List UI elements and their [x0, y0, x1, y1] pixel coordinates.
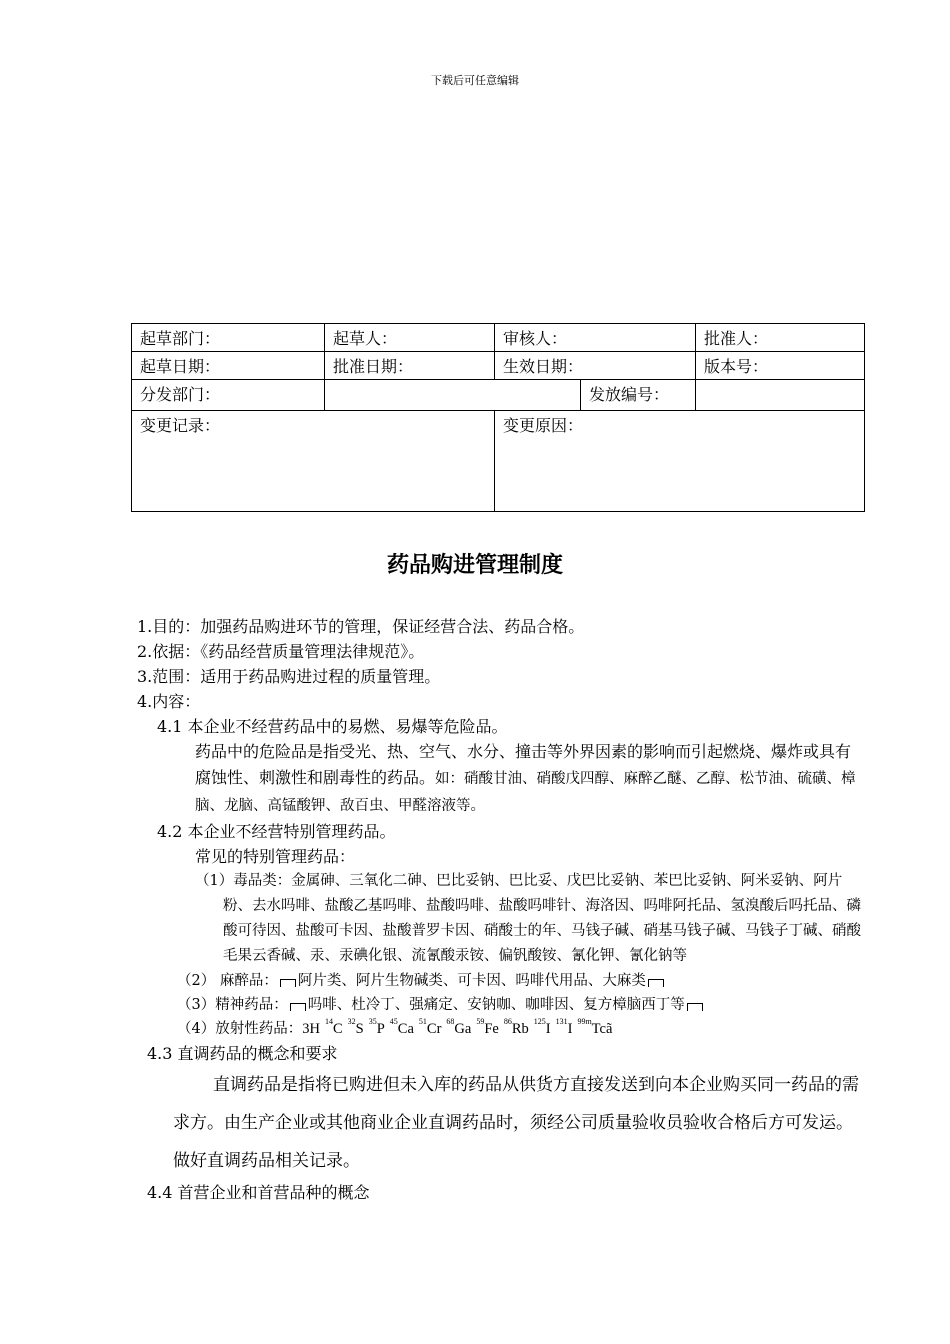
section-4-2-intro: 常见的特别管理药品：	[195, 847, 356, 866]
isotope	[302, 1021, 320, 1037]
isotope-symbol: P	[376, 1021, 385, 1037]
isotope-mass: 131	[555, 1017, 568, 1026]
psychotropics-text: 吗啡、杜冷丁、强痛定、安钠咖、咖啡因、复方樟脑西丁等	[307, 997, 685, 1013]
version-cell: 版本号：	[696, 352, 865, 380]
isotope-mass: 99m	[577, 1017, 592, 1026]
section-4-3: 4.3 直调药品的概念和要求	[147, 1044, 338, 1063]
draft-date-cell: 起草日期：	[132, 352, 325, 380]
draft-dept-cell: 起草部门：	[132, 324, 325, 352]
isotope-mass: 35	[368, 1017, 377, 1026]
isotope-symbol: Ca	[397, 1021, 414, 1037]
drafter-cell: 起草人：	[325, 324, 495, 352]
section-4-3-body: 直调药品是指将已购进但未入库的药品从供货方直接发送到向本企业购买同一药品的需求方。由生产企业或其他商业企业直调药品时，须经公司质量验收员验收合格后方可发运。做好直调药品相关记录。	[173, 1075, 859, 1171]
isotope	[476, 1017, 499, 1037]
bracket-mark	[648, 979, 664, 987]
narcotics-text: 阿片类、阿片生物碱类、可卡因、吗啡代用品、大麻类	[297, 973, 646, 989]
isotope-mass: 14	[324, 1017, 333, 1026]
isotope	[533, 1017, 551, 1037]
section-4-1: 4.1 本企业不经营药品中的易燃、易爆等危险品。	[157, 717, 508, 736]
distribution-dept-cell: 分发部门：	[132, 380, 325, 411]
isotope-mass: 59	[476, 1017, 485, 1026]
isotope	[389, 1017, 414, 1037]
item-psychotropics	[177, 993, 861, 1017]
section-basis: 2.依据：《药品经营质量管理法律规范》。	[137, 642, 425, 661]
isotope-symbol: C	[332, 1021, 343, 1037]
item-radioactive	[177, 1017, 861, 1041]
isotope-symbol: Rb	[511, 1021, 529, 1037]
isotope-symbol: Cr	[426, 1021, 442, 1037]
isotope-mass: 125	[533, 1017, 546, 1026]
section-4-1-body	[195, 739, 861, 819]
hazard-examples: 如：硝酸甘油、硝酸戊四醇、麻醉乙醚、乙醇、松节油、硫磺、樟脑、龙脑、高锰酸钾、敌百虫、甲醛溶液等。	[195, 771, 856, 814]
bracket-mark	[290, 1003, 306, 1011]
isotope	[555, 1017, 573, 1037]
isotope-mass: 86	[503, 1017, 512, 1026]
section-4-4: 4.4 首营企业和首营品种的概念	[147, 1183, 370, 1202]
isotope-symbol: I	[545, 1021, 551, 1037]
radioactive-label: （4）放射性药品：	[177, 1021, 303, 1037]
isotope	[577, 1017, 613, 1037]
section-purpose: 1.目的：加强药品购进环节的管理，保证经营合法、药品合格。	[137, 617, 585, 636]
document-title: 药品购进管理制度	[386, 553, 563, 578]
section-4-2: 4.2 本企业不经营特别管理药品。	[157, 822, 396, 841]
isotope	[418, 1017, 442, 1037]
approve-date-cell: 批准日期：	[325, 352, 495, 380]
document-body	[137, 614, 861, 1205]
isotope-mass: 51	[418, 1017, 427, 1026]
hazard-definition: 药品中的危险品是指受光、热、空气、水分、撞击等外界因素的影响而引起燃烧、爆炸或具有腐蚀性、刺激性和剧毒性的药品。	[195, 742, 852, 787]
reviewer-cell: 审核人：	[495, 324, 696, 352]
isotope-mass: 68	[446, 1017, 455, 1026]
isotope-symbol: Ga	[454, 1021, 472, 1037]
isotope-symbol: Tcã	[591, 1021, 613, 1037]
isotope-symbol: Fe	[484, 1021, 499, 1037]
isotope-mass: 32	[347, 1017, 356, 1026]
change-record-cell: 变更记录：	[132, 411, 495, 512]
section-content: 4.内容：	[137, 692, 201, 711]
narcotics-label: （2） 麻醉品：	[177, 973, 278, 989]
section-scope: 3.范围：适用于药品购进过程的质量管理。	[137, 667, 441, 686]
isotope-symbol: 3H	[302, 1021, 320, 1037]
isotope-mass: 45	[389, 1017, 398, 1026]
isotope-symbol: S	[355, 1021, 364, 1037]
psychotropics-label: （3）精神药品：	[177, 997, 288, 1013]
bracket-mark	[280, 979, 296, 987]
change-reason-cell: 变更原因：	[495, 411, 865, 512]
bracket-mark	[687, 1003, 703, 1011]
distribution-dept-value	[325, 380, 581, 411]
isotope	[446, 1017, 472, 1037]
header-note: 下载后可任意编辑	[431, 74, 519, 87]
isotope-list	[302, 1017, 617, 1037]
approver-cell: 批准人：	[696, 324, 865, 352]
effective-date-cell: 生效日期：	[495, 352, 696, 380]
item-poisons: （1）毒品类：金属砷、三氧化二砷、巴比妥钠、巴比妥、戊巴比妥钠、苯巴比妥钠、阿米妥钠、阿片粉、去水吗啡、盐酸乙基吗啡、盐酸吗啡、盐酸吗啡针、海洛因、吗啡阿托品、氢溴酸后吗托品、磷酸可待因、盐酸可卡因、盐酸普罗卡因、硝酸士的年、马钱子碱、硝基马钱子碱、马钱子丁碱、硝酸毛果云香碱、汞、汞碘化银、流氰酸汞铵、偏钒酸铵、氰化钾、氰化钠等	[195, 873, 861, 964]
isotope	[368, 1017, 385, 1037]
isotope	[324, 1017, 343, 1037]
isotope-symbol: I	[567, 1021, 573, 1037]
document-control-table	[131, 323, 865, 512]
isotope	[347, 1017, 364, 1037]
isotope	[503, 1017, 529, 1037]
item-narcotics	[177, 969, 861, 993]
issue-no-value	[696, 380, 865, 411]
issue-no-cell: 发放编号：	[581, 380, 696, 411]
